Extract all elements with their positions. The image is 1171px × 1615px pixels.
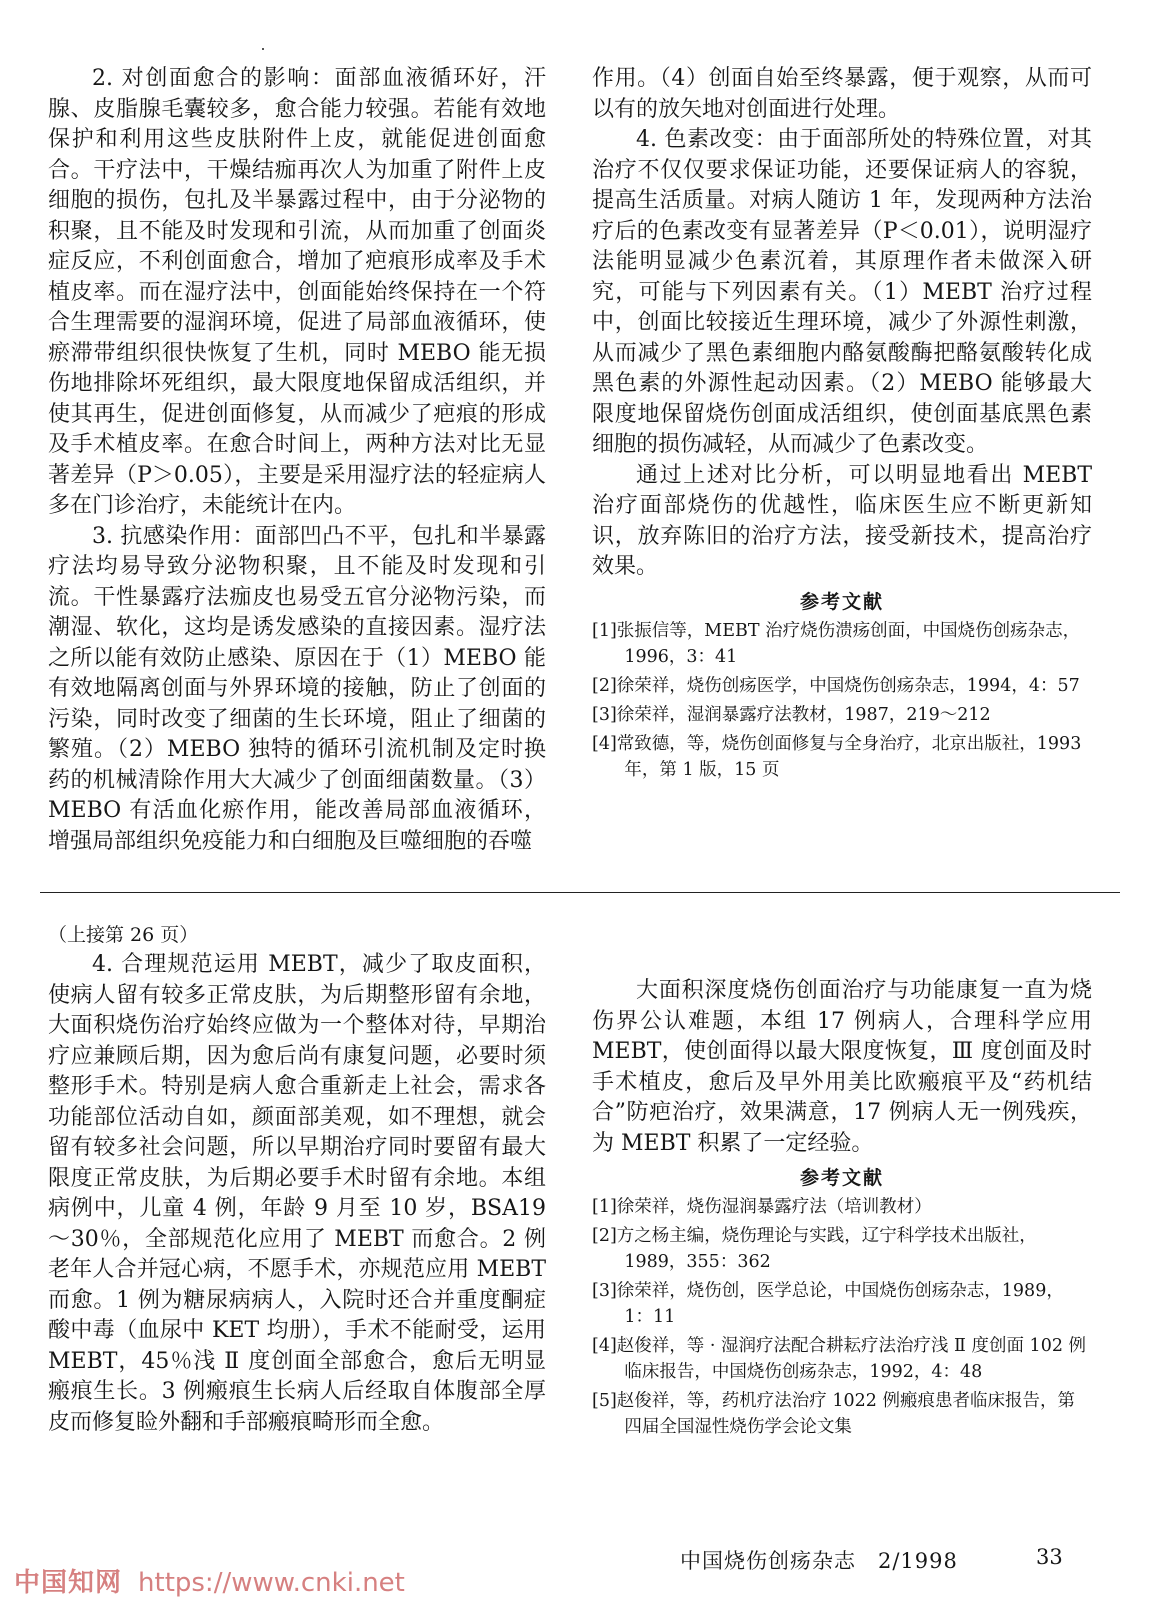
paragraph-summary: 大面积深度烧伤创面治疗与功能康复一直为烧伤界公认难题，本组 17 例病人，合理科学应用 MEBT，使创面得以最大限度恢复，Ⅲ 度创面及时手术植皮，愈后及早外用美比欧瘢痕平及“药机结合”防疤治疗，效果满意，17 例病人无一例残疾，为 MEBT 积累了一定经验。 bbox=[592, 978, 1092, 1156]
bottom-left-column bbox=[48, 920, 546, 1438]
paragraph-pigmentation: 4. 色素改变：由于面部所处的特殊位置，对其治疗不仅仅要求保证功能，还要保证病人的容貌，提高生活质量。对病人随访 1 年，发现两种方法治疗后的色素改变有显著差异（P＜0.01），说明湿疗法能明显减少色素沉着，其原理作者未做深入研究，可能与下列因素有关。（1）MEBT 治疗过程中，创面比较接近生理环境，减少了外源性刺激，从而减少了黑色素细胞内酪氨酸酶把酪氨酸转化成黑色素的外源性起动因素。（2）MEBO 能够最大限度地保留烧伤创面成活组织，使创面基底黑色素细胞的损伤减轻，从而减少了色素改变。 bbox=[592, 127, 1092, 457]
top-left-column bbox=[48, 64, 546, 857]
reference-item: [4]赵俊祥，等 · 湿润疗法配合耕耘疗法治疗浅 Ⅱ 度创面 102 例临床报告，中国烧伤创疡杂志，1992，4：48 bbox=[592, 1336, 1087, 1382]
reference-item: [2]方之杨主编，烧伤理论与实践，辽宁科学技术出版社，1989，355：362 bbox=[592, 1226, 1037, 1272]
paragraph-mebt-usage: 4. 合理规范运用 MEBT，减少了取皮面积，使病人留有较多正常皮肤，为后期整形留有余地，大面积烧伤治疗始终应做为一个整体对待，早期治疗应兼顾后期，因为愈后尚有康复问题，必要时须整形手术。特别是病人愈合重新走上社会，需求各功能部位活动自如，颜面部美观，如不理想，就会留有较多社会问题，所以早期治疗同时要留有最大限度正常皮肤，为后期必要手术时留有余地。本组病例中，儿童 4 例，年龄 9 月至 10 岁，BSA19～30％，全部规范化应用了 MEBT 而愈合。2 例老年人合并冠心病，不愿手术，亦规范应用 MEBT 而愈。1 例为糖尿病病人，入院时还合并重度酮症酸中毒（血尿中 KET 均册），手术不能耐受，运用 MEBT，45％浅 Ⅱ 度创面全部愈合，愈后无明显瘢痕生长。3 例瘢痕生长病人后经取自体腹部全厚皮而修复睑外翻和手部瘢痕畸形而全愈。 bbox=[48, 952, 546, 1435]
cnki-watermark bbox=[14, 1562, 405, 1599]
reference-item: [5]赵俊祥，等，药机疗法治疗 1022 例瘢痕患者临床报告，第四届全国湿性烧伤学会论文集 bbox=[592, 1391, 1075, 1437]
references-list bbox=[592, 1194, 1092, 1440]
journal-footer: 中国烧伤创疡杂志 2/1998 bbox=[680, 1549, 958, 1573]
top-right-column bbox=[592, 64, 1092, 786]
references-list bbox=[592, 618, 1092, 783]
reference-item: [2]徐荣祥，烧伤创疡医学，中国烧伤创疡杂志，1994，4：57 bbox=[592, 675, 1080, 696]
paragraph-anti-infection-continued: 作用。（4）创面自始至终暴露，便于观察，从而可以有的放矢地对创面进行处理。 bbox=[592, 66, 1092, 122]
reference-item: [1]徐荣祥，烧伤湿润暴露疗法（培训教材） bbox=[592, 1197, 932, 1217]
paragraph-wound-healing: 2. 对创面愈合的影响：面部血液循环好，汗腺、皮脂腺毛囊较多，愈合能力较强。若能有效地保护和利用这些皮肤附件上皮，就能促进创面愈合。干疗法中，干燥结痂再次人为加重了附件上皮细胞的损伤，包扎及半暴露过程中，由于分泌物的积聚，且不能及时发现和引流，从而加重了创面炎症反应，不利创面愈合，增加了疤痕形成率及手术植皮率。而在湿疗法中，创面能始终保持在一个符合生理需要的湿润环境，促进了局部血液循环，使瘀滞带组织很快恢复了生机，同时 MEBO 能无损伤地排除坏死组织，最大限度地保留成活组织，并使其再生，促进创面修复，从而减少了疤痕的形成及手术植皮率。在愈合时间上，两种方法对比无显著差异（P＞0.05），主要是采用湿疗法的轻症病人多在门诊治疗，未能统计在内。 bbox=[48, 66, 546, 518]
paragraph-conclusion: 通过上述对比分析，可以明显地看出 MEBT 治疗面部烧伤的优越性，临床医生应不断更新知识，放弃陈旧的治疗方法，接受新技术，提高治疗效果。 bbox=[592, 462, 1092, 579]
references-heading: 参考文献 bbox=[799, 1167, 884, 1189]
bottom-right-column bbox=[592, 976, 1092, 1443]
watermark-url: https://www.cnki.net bbox=[138, 1568, 405, 1598]
section-divider bbox=[40, 892, 1120, 893]
reference-item: [1]张振信等，MEBT 治疗烧伤溃疡创面，中国烧伤创疡杂志，1996，3：41 bbox=[592, 620, 1081, 667]
speck bbox=[262, 48, 264, 50]
watermark-site-name: 中国知网 bbox=[14, 1568, 123, 1598]
paragraph-anti-infection: 3. 抗感染作用：面部凹凸不平，包扎和半暴露疗法均易导致分泌物积聚，且不能及时发现和引流。干性暴露疗法痂皮也易受五官分泌物污染，而潮湿、软化，这均是诱发感染的直接因素。湿疗法之所以能有效防止感染、原因在于（1）MEBO 能有效地隔离创面与外界环境的接触，防止了创面的污染，同时改变了细菌的生长环境，阻止了细菌的繁殖。（2）MEBO 独特的循环引流机制及定时换药的机械清除作用大大减少了创面细菌数量。（3）MEBO 有活血化瘀作用，能改善局部血液循环，增强局部组织免疫能力和白细胞及巨噬细胞的吞噬 bbox=[48, 523, 546, 854]
references-heading: 参考文献 bbox=[799, 590, 884, 613]
page-number: 33 bbox=[1036, 1545, 1063, 1569]
continued-from-note: （上接第 26 页） bbox=[48, 924, 199, 946]
reference-item: [3]徐荣祥，湿润暴露疗法教材，1987，219～212 bbox=[592, 704, 991, 725]
reference-item: [3]徐荣祥，烧伤创，医学总论，中国烧伤创疡杂志，1989，1：11 bbox=[592, 1281, 1064, 1327]
reference-item: [4]常致德，等，烧伤创面修复与全身治疗，北京出版社，1993 年，第 1 版，15 页 bbox=[592, 733, 1082, 780]
